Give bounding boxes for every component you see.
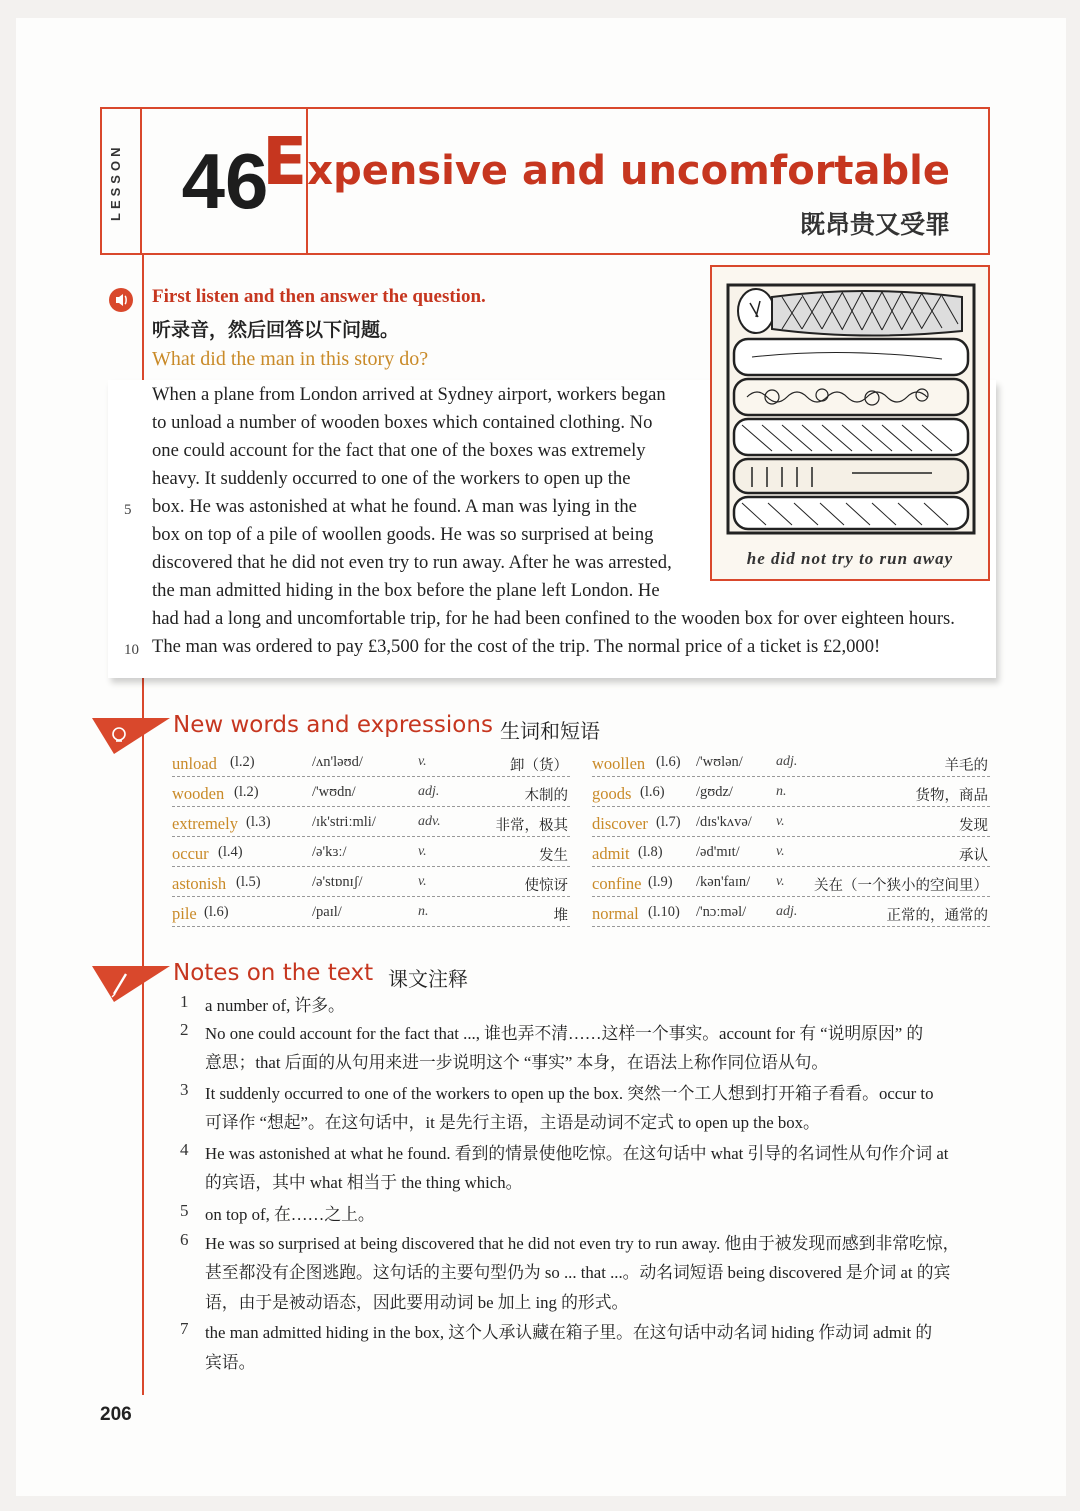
note-line: It suddenly occurred to one of the workers to open up the box. 突然一个工人想到打开箱子看看。occur to bbox=[205, 1084, 934, 1103]
vocab-phonetic: /ə'kɜː/ bbox=[312, 844, 347, 860]
lesson-number: 46 bbox=[181, 137, 269, 225]
vocab-line-ref: (l.10) bbox=[648, 904, 680, 920]
vocab-row bbox=[172, 902, 570, 927]
vocab-pos: v. bbox=[418, 874, 427, 889]
note-line: No one could account for the fact that ..., 谁也弄不清……这样一个事实。account for 有 “说明原因” 的 bbox=[205, 1024, 924, 1043]
vocab-phonetic: /əd'mɪt/ bbox=[696, 844, 740, 860]
vocab-phonetic: /paɪl/ bbox=[312, 904, 342, 920]
story-line: the man admitted hiding in the box before the plane left London. He bbox=[152, 580, 660, 601]
vocab-pos: v. bbox=[418, 754, 427, 769]
vocab-word: astonish bbox=[172, 874, 227, 893]
vocab-line-ref: (l.2) bbox=[234, 784, 259, 800]
vocab-line-ref: (l.6) bbox=[640, 784, 665, 800]
vocab-pos: adv. bbox=[418, 814, 441, 829]
story-line: discovered that he did not even try to run away. After he was arrested, bbox=[152, 552, 672, 573]
vocab-pos: v. bbox=[776, 844, 785, 859]
vocab-phonetic: /ə'stɒnɪʃ/ bbox=[312, 874, 363, 890]
note-line: on top of, 在……之上。 bbox=[205, 1205, 375, 1224]
vocab-pos: adj. bbox=[418, 784, 440, 799]
lesson-label: LESSON bbox=[108, 143, 123, 221]
note-number: 2 bbox=[180, 1020, 189, 1039]
note-line: 可译作 “想起”。在这句话中，it 是先行主语，主语是动词不定式 to open up the box。 bbox=[205, 1113, 820, 1132]
note-line: 意思；that 后面的从句用来进一步说明这个 “事实” 本身，在语法上称作同位语从句。 bbox=[205, 1053, 829, 1072]
vocab-meaning: 货物，商品 bbox=[915, 788, 988, 804]
vocab-line-ref: (l.9) bbox=[648, 874, 673, 890]
story-line: to unload a number of wooden boxes which contained clothing. No bbox=[152, 412, 653, 433]
story-line: heavy. It suddenly occurred to one of the workers to open up the bbox=[152, 468, 631, 489]
instruction-cn: 听录音，然后回答以下问题。 bbox=[152, 320, 400, 341]
lesson-title-rest: xpensive and uncomfortable bbox=[307, 148, 950, 194]
story-line: When a plane from London arrived at Sydney airport, workers began bbox=[152, 384, 666, 405]
story-line: The man was ordered to pay £3,500 for the cost of the trip. The normal price of a ticket is £2,000! bbox=[152, 636, 881, 657]
note-line: 的宾语，其中 what 相当于 the thing which。 bbox=[205, 1173, 523, 1192]
speaker-icon bbox=[109, 288, 133, 312]
lesson-title-initial: E bbox=[262, 123, 308, 200]
vocab-meaning: 木制的 bbox=[524, 788, 568, 804]
note-line: He was astonished at what he found. 看到的情景使他吃惊。在这句话中 what 引导的名词性从句作介词 at bbox=[205, 1144, 949, 1163]
note-line: 甚至都没有企图逃跑。这句话的主要句型仍为 so ... that ...。动名词短语 being discovered 是介词 at 的宾 bbox=[205, 1263, 951, 1282]
vocab-pos: adj. bbox=[776, 904, 798, 919]
note-line: a number of, 许多。 bbox=[205, 996, 345, 1015]
vocab-word: admit bbox=[592, 844, 630, 863]
instruction-en: First listen and then answer the question. bbox=[152, 286, 486, 307]
notes-title-en: Notes on the text bbox=[173, 960, 374, 986]
note-line: the man admitted hiding in the box, 这个人承认藏在箱子里。在这句话中动名词 hiding 作动词 admit 的 bbox=[205, 1323, 933, 1342]
vocab-meaning: 发生 bbox=[539, 848, 568, 864]
vocab-row bbox=[172, 752, 570, 777]
vocab-meaning: 正常的，通常的 bbox=[886, 908, 988, 924]
story-illustration bbox=[710, 265, 990, 581]
vocab-pos: n. bbox=[418, 904, 429, 919]
vocab-line-ref: (l.4) bbox=[218, 844, 243, 860]
lesson-subtitle-cn: 既昂贵又受罪 bbox=[799, 210, 950, 239]
note-line: 宾语。 bbox=[205, 1353, 256, 1372]
vocab-phonetic: /'nɔːməl/ bbox=[696, 904, 747, 920]
vocab-line-ref: (l.8) bbox=[638, 844, 663, 860]
lightbulb-icon bbox=[92, 716, 170, 756]
notes-title-cn: 课文注释 bbox=[388, 967, 468, 991]
vocab-meaning: 羊毛的 bbox=[944, 758, 988, 774]
vocab-pos: n. bbox=[776, 784, 787, 799]
vocab-row bbox=[172, 812, 570, 837]
vocab-row bbox=[172, 842, 570, 867]
note-number: 6 bbox=[180, 1230, 189, 1249]
vocab-row bbox=[592, 902, 990, 927]
vocab-pos: v. bbox=[776, 814, 785, 829]
vocab-row bbox=[592, 752, 990, 777]
lesson-label-column bbox=[102, 109, 142, 253]
vocab-meaning: 卸（货） bbox=[510, 758, 568, 774]
note-line: 语，由于是被动语态，因此要用动词 be 加上 ing 的形式。 bbox=[205, 1293, 629, 1312]
vocab-row bbox=[172, 872, 570, 897]
vocab-pos: v. bbox=[418, 844, 427, 859]
lesson-title bbox=[262, 123, 950, 200]
vocab-word: pile bbox=[172, 904, 197, 923]
vocab-meaning: 堆 bbox=[553, 908, 568, 924]
vocab-word: extremely bbox=[172, 814, 238, 833]
story-line: box. He was astonished at what he found. A man was lying in the bbox=[152, 496, 637, 517]
note-number: 1 bbox=[180, 992, 189, 1011]
vocab-line-ref: (l.7) bbox=[656, 814, 681, 830]
vocab-pos: v. bbox=[776, 874, 785, 889]
illustration-caption: he did not try to run away bbox=[746, 549, 954, 568]
vocab-word: normal bbox=[592, 904, 639, 923]
vocab-meaning: 使惊讶 bbox=[524, 878, 568, 894]
pen-icon bbox=[92, 964, 170, 1004]
vocab-phonetic: /'wʊdn/ bbox=[312, 784, 356, 800]
line-number: 10 bbox=[124, 642, 139, 658]
vocab-line-ref: (l.5) bbox=[236, 874, 261, 890]
note-number: 3 bbox=[180, 1080, 189, 1099]
vocab-phonetic: /gʊdz/ bbox=[696, 784, 733, 800]
note-number: 4 bbox=[180, 1140, 189, 1159]
vocab-line-ref: (l.2) bbox=[230, 754, 255, 770]
vocab-row bbox=[592, 842, 990, 867]
vocab-line-ref: (l.6) bbox=[204, 904, 229, 920]
vocab-word: occur bbox=[172, 844, 209, 863]
story-line: one could account for the fact that one of the boxes was extremely bbox=[152, 440, 646, 461]
vocab-meaning: 关在（一个狭小的空间里） bbox=[814, 878, 988, 894]
vocab-phonetic: /kən'faɪn/ bbox=[696, 874, 751, 890]
vocab-row bbox=[592, 872, 990, 897]
vocab-phonetic: /'wʊlən/ bbox=[696, 754, 743, 770]
page-number: 206 bbox=[100, 1404, 132, 1425]
vocab-word: wooden bbox=[172, 784, 225, 803]
vocab-phonetic: /ʌn'ləʊd/ bbox=[312, 754, 363, 770]
lesson-header bbox=[100, 107, 990, 255]
vocab-word: confine bbox=[592, 874, 642, 893]
vocab-phonetic: /ɪk'striːmli/ bbox=[312, 814, 376, 830]
vocab-pos: adj. bbox=[776, 754, 798, 769]
story-line: box on top of a pile of woollen goods. He was so surprised at being bbox=[152, 524, 654, 545]
line-number: 5 bbox=[124, 502, 132, 518]
vocab-row bbox=[592, 782, 990, 807]
vocab-line-ref: (l.3) bbox=[246, 814, 271, 830]
vocab-title-cn: 生词和短语 bbox=[500, 719, 600, 743]
man-in-box-drawing bbox=[712, 267, 988, 537]
vocab-meaning: 承认 bbox=[959, 848, 988, 864]
vocab-word: woollen bbox=[592, 754, 646, 773]
vocab-row bbox=[172, 782, 570, 807]
vocab-meaning: 非常，极其 bbox=[495, 818, 568, 834]
listening-question: What did the man in this story do? bbox=[152, 348, 429, 370]
vocab-word: goods bbox=[592, 784, 632, 803]
note-line: He was so surprised at being discovered that he did not even try to run away. 他由于被发现而感到非常吃惊， bbox=[205, 1234, 960, 1253]
vocab-meaning: 发现 bbox=[959, 818, 988, 834]
vocab-row bbox=[592, 812, 990, 837]
vocab-phonetic: /dɪs'kʌvə/ bbox=[696, 814, 752, 830]
note-number: 5 bbox=[180, 1201, 189, 1220]
note-number: 7 bbox=[180, 1319, 189, 1338]
vocab-word: discover bbox=[592, 814, 648, 833]
story-line: had had a long and uncomfortable trip, for he had been confined to the wooden box for over eighteen hours. bbox=[152, 608, 955, 629]
vocab-word: unload bbox=[172, 754, 217, 773]
vocab-line-ref: (l.6) bbox=[656, 754, 681, 770]
vocab-title-en: New words and expressions bbox=[173, 712, 493, 738]
